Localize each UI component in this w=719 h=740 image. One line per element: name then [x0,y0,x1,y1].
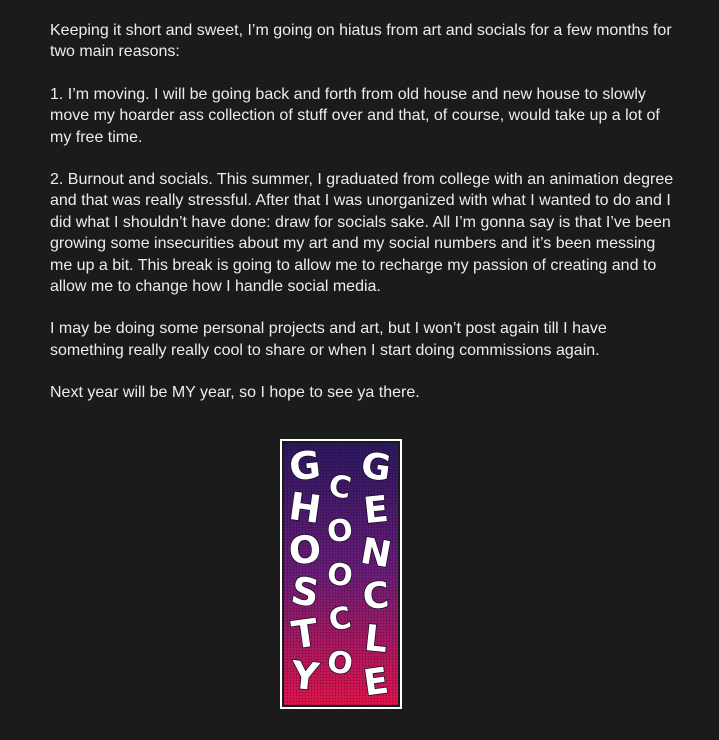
logo-letter: C [326,468,354,507]
logo-image [280,439,402,709]
post-paragraph-projects: I may be doing some personal projects and art, but I won’t post again till I have something really really cool to share or when I start doing commissions again. [50,320,607,359]
logo-letter: T [289,610,321,658]
logo-letter: G [287,442,323,490]
logo-letter: O [325,556,355,595]
post-paragraph-moving: 1. I’m moving. I will be going back and forth from old house and new house to slowly move my hoarder ass collection of stuff over and that, of course, would take up a lot of my free time. [50,85,660,146]
ghostly-logo-artwork [280,439,402,709]
logo-letter: C [326,600,354,639]
logo-letter: C [361,575,391,618]
logo-letter: O [324,644,355,683]
post-body [50,20,680,425]
logo-letter: O [325,512,356,551]
logo-letter: E [361,660,392,705]
logo-letter: H [286,484,324,533]
logo-letter: L [362,617,390,662]
logo-letter: E [361,488,391,533]
logo-letter: N [357,530,395,577]
post-paragraph-burnout: 2. Burnout and socials. This summer, I graduated from college with an animation degree and that was really stressful. After that I was unorganized with what I wanted to do and I did what I shouldn’t have done: draw for socials sake. All I’m gonna say is that I’ve been growing some insecurities about my art and my social numbers and it’s been messing me up a bit. This break is going to allow me to recharge my passion of creating and to allow me to change how I handle social media. [50,171,674,296]
logo-letter: Y [289,652,322,700]
post-paragraph-closing: Next year will be MY year, so I hope to see ya there. [50,384,420,402]
logo-letter: G [358,445,394,490]
post-paragraph-intro: Keeping it short and sweet, I’m going on hiatus from art and socials for a few months for two main reasons: [50,22,672,61]
logo-letter: S [287,567,323,617]
logo-letter: O [287,526,323,574]
logo-lettering [286,442,394,704]
